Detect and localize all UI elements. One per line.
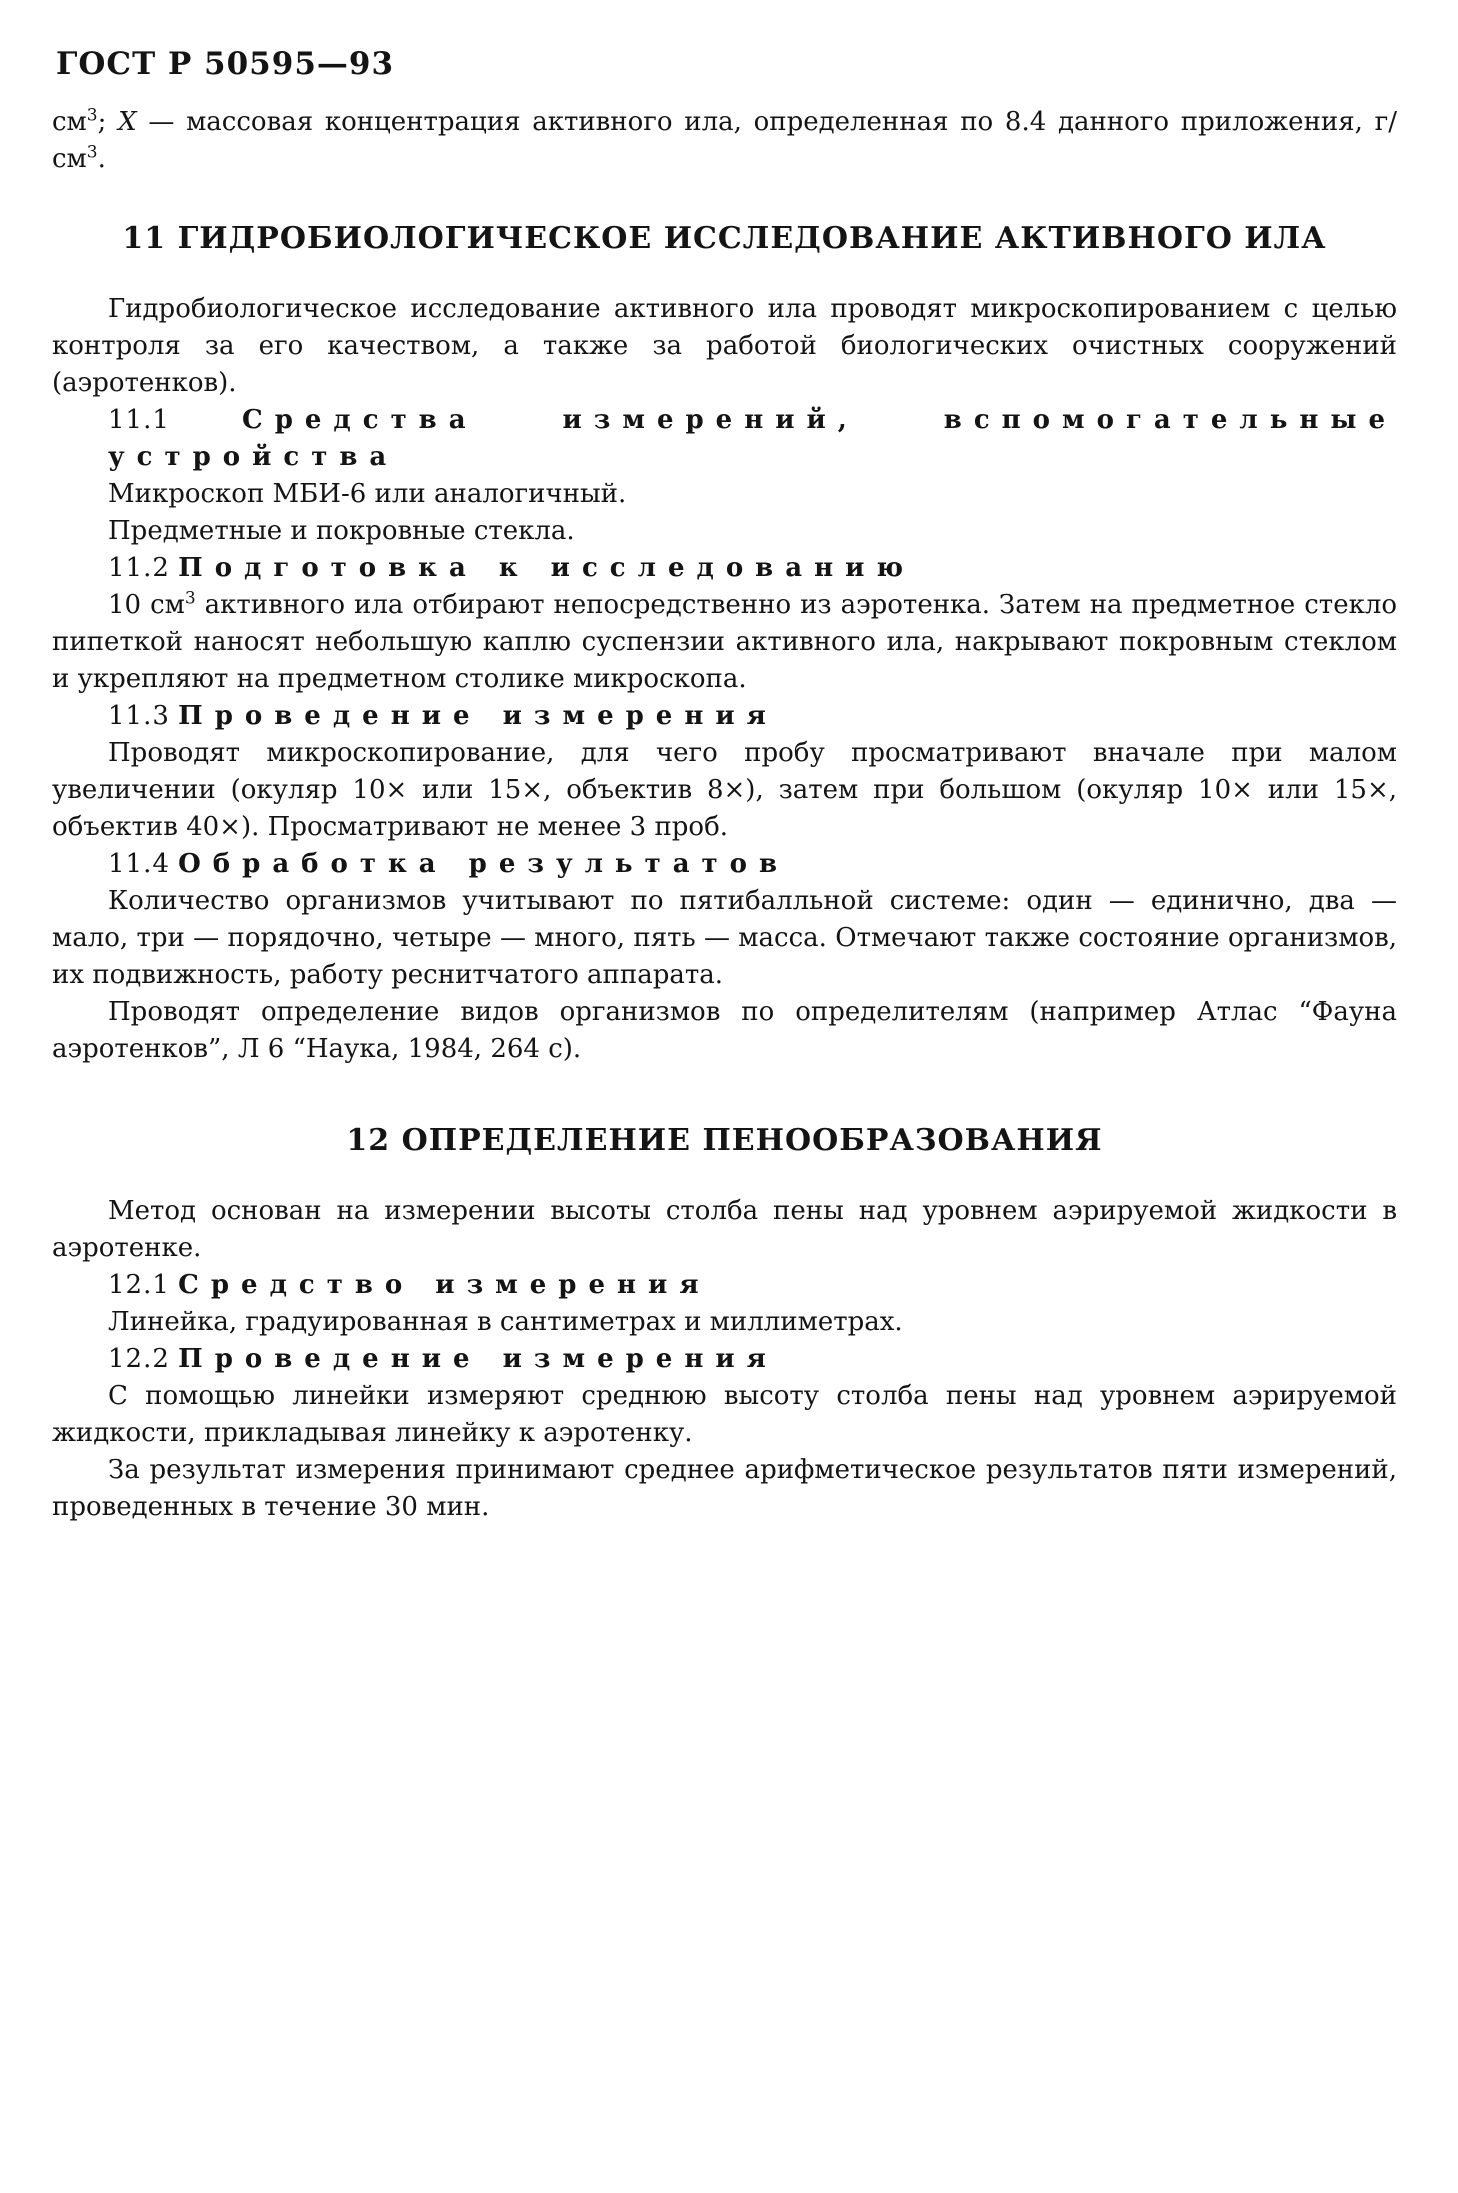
section-11-heading: 11 ГИДРОБИОЛОГИЧЕСКОЕ ИССЛЕДОВАНИЕ АКТИВНОГО ИЛА [122,221,1327,256]
paragraph: Количество организмов учитывают по пятибалльной системе: один — единично, два — мало, три — порядочно, четыре — много, пять — масса. Отмечают также состояние организмов, их подвижность, работу реснитчатого аппарата. [52,886,1397,990]
subsection-number: 11.2 [108,553,170,583]
text-part: активного ила отбирают непосредственно из аэротенка. Затем на предметное стекло пипеткой наносят небольшую каплю суспензии активного ила, накрывают покровным стеклом и укрепляют на предметном столике микроскопа. [52,590,1397,694]
unit-cm: см [52,107,87,137]
separator: ; [97,107,119,137]
section-11-intro: Гидробиологическое исследование активного ила проводят микроскопированием с целью контроля за его качеством, а также за работой биологических очистных сооружений (аэротенков). [52,294,1397,398]
intro-text: — массовая концентрация активного ила, определенная по 8.4 данного приложения, г/см [52,107,1397,174]
section-12-heading: 12 ОПРЕДЕЛЕНИЕ ПЕНООБРАЗОВАНИЯ [346,1123,1103,1158]
subsection-title: Проведение измерения [178,701,778,731]
intro-paragraph [52,104,1397,178]
paragraph: С помощью линейки измеряют среднюю высоту столба пены над уровнем аэрируемой жидкости, прикладывая линейку к аэротенку. [52,1381,1397,1448]
subsection-12-1-heading [108,1267,1397,1304]
document-code-header: ГОСТ Р 50595—93 [56,46,395,82]
subsection-number: 11.3 [108,701,170,731]
subsection-title: Обработка результатов [178,849,790,879]
paragraph: Проводят определение видов организмов по определителям (например Атлас “Фауна аэротенков”, Л 6 “Наука, 1984, 264 с). [52,997,1397,1064]
subsection-11-4-heading [108,846,1397,883]
subsection-11-1-heading [108,402,1397,476]
superscript-3: 3 [184,588,196,609]
document-body [52,104,1397,1526]
section-12-intro: Метод основан на измерении высоты столба пены над уровнем аэрируемой жидкости в аэротенке. [52,1196,1397,1263]
text-part: 10 см [108,590,185,620]
subsection-number: 12.2 [108,1344,170,1374]
subsection-title: Средства измерений, вспомогательные устройства [108,405,1397,472]
subsection-title: Проведение измерения [178,1344,778,1374]
subsection-11-2-heading [108,550,1397,587]
subsection-12-2-heading [108,1341,1397,1378]
superscript-3: 3 [86,142,98,163]
intro-end: . [97,144,106,174]
paragraph [52,587,1397,698]
subsection-number: 11.4 [108,849,170,879]
paragraph: Микроскоп МБИ-6 или аналогичный. [108,479,627,509]
variable-x: X [118,107,137,137]
subsection-title: Средство измерения [178,1270,711,1300]
subsection-number: 12.1 [108,1270,170,1300]
subsection-number: 11.1 [108,405,170,435]
paragraph: Проводят микроскопирование, для чего пробу просматривают вначале при малом увеличении (окуляр 10× или 15×, объектив 8×), затем при большом (окуляр 10× или 15×, объектив 40×). Просматривают не менее 3 проб. [52,738,1397,842]
paragraph: Предметные и покровные стекла. [108,516,575,546]
subsection-11-3-heading [108,698,1397,735]
superscript-3: 3 [86,105,98,126]
paragraph: За результат измерения принимают среднее арифметическое результатов пяти измерений, проведенных в течение 30 мин. [52,1455,1397,1522]
subsection-title: Подготовка к исследованию [178,553,916,583]
paragraph: Линейка, градуированная в сантиметрах и миллиметрах. [108,1307,903,1337]
